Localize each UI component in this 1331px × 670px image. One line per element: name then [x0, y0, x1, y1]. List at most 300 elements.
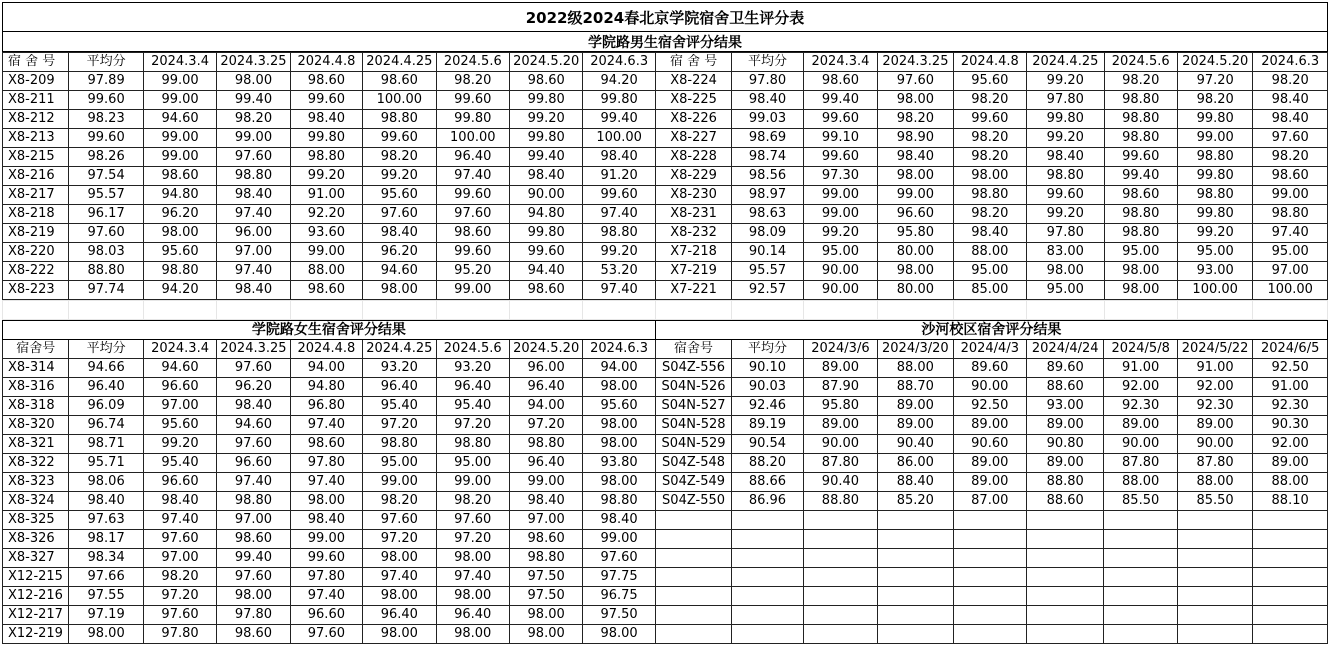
score-cell: 98.80: [1104, 224, 1177, 243]
score-cell: 96.75: [583, 587, 655, 606]
score-cell: 98.80: [1104, 91, 1177, 110]
column-header: 宿舍号: [3, 340, 69, 359]
empty-cell: [363, 301, 436, 320]
score-cell: 98.80: [1177, 186, 1252, 205]
empty-cell: [1253, 587, 1328, 606]
female-section-title: 学院路女生宿舍评分结果: [3, 321, 656, 340]
empty-cell: [1026, 549, 1103, 568]
score-cell: 98.40: [1253, 91, 1328, 110]
dorm-number-cell: X8-215: [3, 148, 69, 167]
shahe-section-title: 沙河校区宿舍评分结果: [655, 321, 1327, 340]
score-cell: 99.60: [363, 129, 436, 148]
empty-cell: [878, 511, 953, 530]
column-header: 2024/3/6: [803, 340, 877, 359]
score-cell: 98.74: [732, 148, 803, 167]
column-header: 平均分: [732, 53, 803, 72]
empty-cell: [953, 625, 1026, 644]
score-cell: 89.00: [803, 416, 877, 435]
column-header: 2024.4.8: [290, 53, 362, 72]
score-cell: 99.00: [1177, 129, 1252, 148]
empty-cell: [732, 606, 803, 625]
dorm-number-cell: X8-222: [3, 262, 69, 281]
column-header: 2024.4.8: [290, 340, 362, 359]
score-cell: 98.80: [583, 224, 655, 243]
empty-cell: [803, 511, 877, 530]
empty-cell: [732, 549, 803, 568]
empty-cell: [1253, 549, 1328, 568]
dorm-number-cell: X8-324: [3, 492, 69, 511]
empty-cell: [878, 301, 953, 320]
column-header: 宿 舍 号: [655, 53, 731, 72]
spreadsheet-sheet: [2, 2, 1328, 668]
score-cell: 98.40: [509, 492, 582, 511]
dorm-number-cell: X8-316: [3, 378, 69, 397]
empty-cell: [655, 530, 731, 549]
score-cell: 98.20: [953, 91, 1026, 110]
table-row: [3, 186, 1328, 205]
spacer-row-table: [2, 300, 1328, 320]
dorm-number-cell: X12-217: [3, 606, 69, 625]
score-cell: 95.00: [1027, 281, 1104, 300]
column-header: 2024.3.25: [878, 53, 953, 72]
score-cell: 97.89: [69, 72, 143, 91]
dorm-number-cell: X8-219: [3, 224, 69, 243]
empty-cell: [878, 625, 953, 644]
dorm-number-cell: X8-225: [655, 91, 731, 110]
column-header: 平均分: [732, 340, 803, 359]
empty-cell: [1253, 301, 1328, 320]
table-row: [3, 262, 1328, 281]
score-cell: 99.80: [510, 129, 583, 148]
table-row: [3, 530, 1328, 549]
score-cell: 90.03: [732, 378, 803, 397]
score-cell: 98.60: [363, 72, 436, 91]
score-cell: 98.00: [583, 435, 655, 454]
score-cell: 90.80: [1026, 435, 1103, 454]
score-cell: 98.63: [732, 205, 803, 224]
score-cell: 99.00: [217, 129, 290, 148]
score-cell: 97.20: [143, 587, 216, 606]
column-header: 2024.3.4: [803, 53, 877, 72]
score-cell: 98.80: [1027, 167, 1104, 186]
table-row: [3, 148, 1328, 167]
male-header-row: [3, 53, 1328, 72]
column-header: 2024.4.25: [363, 340, 436, 359]
empty-cell: [953, 606, 1026, 625]
score-cell: 92.50: [1253, 359, 1328, 378]
score-cell: 88.80: [1026, 473, 1103, 492]
score-cell: 98.60: [217, 530, 290, 549]
score-cell: 87.80: [1104, 454, 1177, 473]
dorm-number-cell: X8-220: [3, 243, 69, 262]
empty-cell: [1104, 625, 1177, 644]
score-cell: 98.40: [583, 511, 655, 530]
score-cell: 94.80: [290, 378, 362, 397]
score-cell: 97.55: [69, 587, 143, 606]
score-cell: 97.60: [436, 205, 509, 224]
empty-cell: [290, 301, 362, 320]
dorm-number-cell: X8-318: [3, 397, 69, 416]
empty-cell: [732, 511, 803, 530]
score-cell: 98.80: [217, 167, 290, 186]
column-header: 2024.5.6: [1104, 53, 1177, 72]
score-cell: 95.00: [363, 454, 436, 473]
dorm-number-cell: S04N-529: [655, 435, 731, 454]
score-cell: 99.20: [363, 167, 436, 186]
empty-cell: [1104, 301, 1177, 320]
dorm-number-cell: X8-231: [655, 205, 731, 224]
score-cell: 88.00: [1104, 473, 1177, 492]
score-cell: 97.50: [509, 568, 582, 587]
empty-cell: [803, 568, 877, 587]
score-cell: 99.80: [1177, 205, 1252, 224]
empty-cell: [803, 625, 877, 644]
score-cell: 98.00: [436, 549, 509, 568]
score-cell: 89.00: [1026, 454, 1103, 473]
dorm-number-cell: X8-228: [655, 148, 731, 167]
score-cell: 89.60: [953, 359, 1026, 378]
score-cell: 99.00: [509, 473, 582, 492]
empty-cell: [732, 587, 803, 606]
score-cell: 96.60: [143, 473, 216, 492]
score-cell: 90.10: [732, 359, 803, 378]
score-cell: 99.60: [1027, 186, 1104, 205]
dorm-number-cell: X8-213: [3, 129, 69, 148]
score-cell: 99.00: [143, 129, 216, 148]
score-cell: 90.00: [803, 262, 877, 281]
table-row: [3, 568, 1328, 587]
dorm-number-cell: X12-219: [3, 625, 69, 644]
score-cell: 88.20: [732, 454, 803, 473]
dorm-number-cell: X8-321: [3, 435, 69, 454]
score-cell: 94.80: [143, 186, 216, 205]
score-cell: 99.20: [1027, 205, 1104, 224]
empty-cell: [732, 568, 803, 587]
score-cell: 98.60: [290, 281, 362, 300]
score-cell: 90.14: [732, 243, 803, 262]
score-cell: 99.80: [1177, 110, 1252, 129]
score-cell: 98.06: [69, 473, 143, 492]
score-cell: 92.46: [732, 397, 803, 416]
score-cell: 98.60: [436, 224, 509, 243]
score-cell: 99.60: [436, 91, 509, 110]
dorm-number-cell: S04N-526: [655, 378, 731, 397]
score-cell: 97.63: [69, 511, 143, 530]
empty-cell: [878, 606, 953, 625]
score-cell: 94.20: [143, 281, 216, 300]
score-cell: 98.40: [878, 148, 953, 167]
score-cell: 98.40: [1253, 110, 1328, 129]
table-row: [3, 511, 1328, 530]
empty-cell: [655, 511, 731, 530]
dorm-number-cell: X8-224: [655, 72, 731, 91]
score-cell: 96.20: [363, 243, 436, 262]
score-cell: 94.20: [583, 72, 655, 91]
score-cell: 97.00: [509, 511, 582, 530]
score-cell: 98.20: [878, 110, 953, 129]
column-header: 2024.6.3: [583, 53, 655, 72]
score-cell: 96.00: [217, 224, 290, 243]
score-cell: 98.80: [436, 435, 509, 454]
score-cell: 92.30: [1177, 397, 1252, 416]
score-cell: 96.60: [143, 378, 216, 397]
dorm-number-cell: X8-216: [3, 167, 69, 186]
score-cell: 91.00: [1253, 378, 1328, 397]
empty-cell: [1104, 606, 1177, 625]
score-cell: 96.00: [509, 359, 582, 378]
dorm-number-cell: X8-314: [3, 359, 69, 378]
dorm-number-cell: X8-218: [3, 205, 69, 224]
score-cell: 99.60: [1104, 148, 1177, 167]
score-cell: 90.00: [1104, 435, 1177, 454]
score-cell: 98.00: [1027, 262, 1104, 281]
column-header: 2024.5.6: [436, 340, 509, 359]
empty-cell: [1027, 301, 1104, 320]
score-cell: 99.80: [1027, 110, 1104, 129]
score-cell: 98.00: [509, 606, 582, 625]
dorm-number-cell: X8-223: [3, 281, 69, 300]
score-cell: 98.60: [290, 435, 362, 454]
score-cell: 89.00: [878, 416, 953, 435]
spacer-row: [3, 301, 1328, 320]
score-cell: 95.00: [436, 454, 509, 473]
score-cell: 99.80: [510, 224, 583, 243]
score-cell: 97.66: [69, 568, 143, 587]
score-cell: 94.60: [217, 416, 290, 435]
table-row: [3, 587, 1328, 606]
dorm-number-cell: X8-327: [3, 549, 69, 568]
column-header: 平均分: [69, 53, 143, 72]
score-cell: 93.00: [1177, 262, 1252, 281]
score-cell: 99.00: [1253, 186, 1328, 205]
empty-cell: [1177, 625, 1252, 644]
score-cell: 97.00: [217, 511, 290, 530]
empty-cell: [1104, 511, 1177, 530]
score-cell: 98.60: [143, 167, 216, 186]
score-cell: 98.34: [69, 549, 143, 568]
score-cell: 91.00: [1104, 359, 1177, 378]
score-cell: 88.00: [1177, 473, 1252, 492]
score-cell: 97.80: [732, 72, 803, 91]
score-cell: 97.60: [878, 72, 953, 91]
score-cell: 89.00: [1104, 416, 1177, 435]
score-cell: 98.80: [953, 186, 1026, 205]
score-cell: 98.40: [217, 397, 290, 416]
score-cell: 99.40: [510, 148, 583, 167]
score-cell: 98.80: [1177, 148, 1252, 167]
score-cell: 97.75: [583, 568, 655, 587]
score-cell: 96.40: [363, 378, 436, 397]
score-cell: 99.00: [436, 473, 509, 492]
score-cell: 98.00: [143, 224, 216, 243]
score-cell: 99.00: [143, 91, 216, 110]
score-cell: 94.60: [143, 359, 216, 378]
table-row: [3, 205, 1328, 224]
column-header: 2024.3.4: [143, 53, 216, 72]
table-row: [3, 359, 1328, 378]
empty-cell: [655, 625, 731, 644]
score-cell: 90.00: [803, 281, 877, 300]
score-cell: 98.69: [732, 129, 803, 148]
score-cell: 88.60: [1026, 378, 1103, 397]
score-cell: 99.60: [803, 148, 877, 167]
score-cell: 88.80: [69, 262, 143, 281]
empty-cell: [803, 301, 877, 320]
score-cell: 99.00: [878, 186, 953, 205]
score-cell: 98.00: [583, 378, 655, 397]
score-cell: 98.71: [69, 435, 143, 454]
empty-cell: [655, 606, 731, 625]
empty-cell: [953, 530, 1026, 549]
column-header: 2024.5.6: [436, 53, 509, 72]
empty-cell: [1104, 530, 1177, 549]
score-cell: 97.20: [363, 416, 436, 435]
score-cell: 93.60: [290, 224, 362, 243]
score-cell: 91.20: [583, 167, 655, 186]
score-cell: 98.03: [69, 243, 143, 262]
score-cell: 98.80: [1104, 129, 1177, 148]
score-cell: 96.80: [290, 397, 362, 416]
score-cell: 95.57: [69, 186, 143, 205]
score-cell: 91.00: [1177, 359, 1252, 378]
score-cell: 98.40: [583, 148, 655, 167]
empty-cell: [1253, 606, 1328, 625]
score-cell: 97.60: [363, 205, 436, 224]
empty-cell: [803, 606, 877, 625]
dorm-number-cell: X8-229: [655, 167, 731, 186]
column-header: 2024.3.25: [217, 340, 290, 359]
column-header: 2024.4.8: [953, 53, 1026, 72]
score-cell: 98.00: [509, 625, 582, 644]
score-cell: 98.60: [1104, 186, 1177, 205]
score-cell: 97.20: [1177, 72, 1252, 91]
score-cell: 97.40: [290, 587, 362, 606]
score-cell: 99.20: [510, 110, 583, 129]
column-header: 2024/5/22: [1177, 340, 1252, 359]
score-cell: 96.60: [290, 606, 362, 625]
table-row: [3, 167, 1328, 186]
score-cell: 99.40: [803, 91, 877, 110]
dorm-number-cell: X8-217: [3, 186, 69, 205]
score-cell: 95.80: [878, 224, 953, 243]
score-cell: 98.80: [217, 492, 290, 511]
score-cell: 99.20: [583, 243, 655, 262]
score-cell: 95.60: [143, 243, 216, 262]
empty-cell: [1026, 511, 1103, 530]
score-cell: 98.00: [217, 72, 290, 91]
score-cell: 89.00: [953, 416, 1026, 435]
score-cell: 99.20: [143, 435, 216, 454]
score-cell: 88.00: [953, 243, 1026, 262]
score-cell: 97.60: [363, 511, 436, 530]
score-cell: 98.00: [878, 91, 953, 110]
score-cell: 98.20: [953, 205, 1026, 224]
score-cell: 97.60: [217, 359, 290, 378]
score-cell: 97.60: [217, 148, 290, 167]
column-header: 宿 舍 号: [3, 53, 69, 72]
score-cell: 99.00: [143, 148, 216, 167]
score-cell: 96.40: [436, 148, 509, 167]
score-cell: 95.40: [143, 454, 216, 473]
score-cell: 88.10: [1253, 492, 1328, 511]
score-cell: 90.30: [1253, 416, 1328, 435]
score-cell: 99.03: [732, 110, 803, 129]
score-cell: 89.00: [878, 397, 953, 416]
score-cell: 92.30: [1104, 397, 1177, 416]
table-row: [3, 243, 1328, 262]
score-cell: 95.00: [803, 243, 877, 262]
score-cell: 95.57: [732, 262, 803, 281]
score-cell: 97.30: [803, 167, 877, 186]
empty-cell: [1026, 530, 1103, 549]
score-cell: 95.20: [436, 262, 509, 281]
score-cell: 98.00: [217, 587, 290, 606]
score-cell: 99.60: [510, 243, 583, 262]
score-cell: 95.00: [1177, 243, 1252, 262]
score-cell: 97.40: [217, 205, 290, 224]
score-cell: 80.00: [878, 281, 953, 300]
score-cell: 97.00: [1253, 262, 1328, 281]
score-cell: 89.00: [803, 359, 877, 378]
score-cell: 99.00: [363, 473, 436, 492]
score-cell: 92.20: [290, 205, 362, 224]
score-cell: 93.20: [363, 359, 436, 378]
column-header: 2024/4/24: [1026, 340, 1103, 359]
score-cell: 95.80: [803, 397, 877, 416]
empty-cell: [217, 301, 290, 320]
table-row: [3, 129, 1328, 148]
score-cell: 90.00: [803, 435, 877, 454]
empty-cell: [1177, 549, 1252, 568]
score-cell: 98.20: [363, 492, 436, 511]
table-row: [3, 606, 1328, 625]
score-cell: 98.20: [436, 72, 509, 91]
score-cell: 90.00: [510, 186, 583, 205]
score-cell: 98.40: [217, 281, 290, 300]
score-cell: 98.40: [143, 492, 216, 511]
score-cell: 100.00: [436, 129, 509, 148]
score-cell: 97.74: [69, 281, 143, 300]
dorm-number-cell: X8-226: [655, 110, 731, 129]
column-header: 2024.3.4: [143, 340, 216, 359]
score-cell: 97.80: [143, 625, 216, 644]
score-cell: 98.00: [583, 625, 655, 644]
empty-cell: [1177, 530, 1252, 549]
score-cell: 99.00: [290, 530, 362, 549]
score-cell: 85.50: [1104, 492, 1177, 511]
score-cell: 98.80: [143, 262, 216, 281]
score-cell: 89.00: [1253, 454, 1328, 473]
score-cell: 97.40: [436, 568, 509, 587]
table-row: [3, 378, 1328, 397]
score-cell: 99.80: [436, 110, 509, 129]
dorm-number-cell: X12-216: [3, 587, 69, 606]
score-cell: 91.00: [290, 186, 362, 205]
score-cell: 99.20: [1177, 224, 1252, 243]
score-cell: 98.60: [290, 72, 362, 91]
empty-cell: [1026, 568, 1103, 587]
empty-cell: [1253, 511, 1328, 530]
score-cell: 99.00: [803, 186, 877, 205]
score-cell: 98.00: [363, 625, 436, 644]
score-cell: 97.60: [290, 625, 362, 644]
column-header: 2024.6.3: [583, 340, 655, 359]
score-cell: 99.60: [69, 91, 143, 110]
score-cell: 96.20: [143, 205, 216, 224]
score-cell: 99.80: [583, 91, 655, 110]
score-cell: 94.80: [510, 205, 583, 224]
score-cell: 97.20: [436, 530, 509, 549]
